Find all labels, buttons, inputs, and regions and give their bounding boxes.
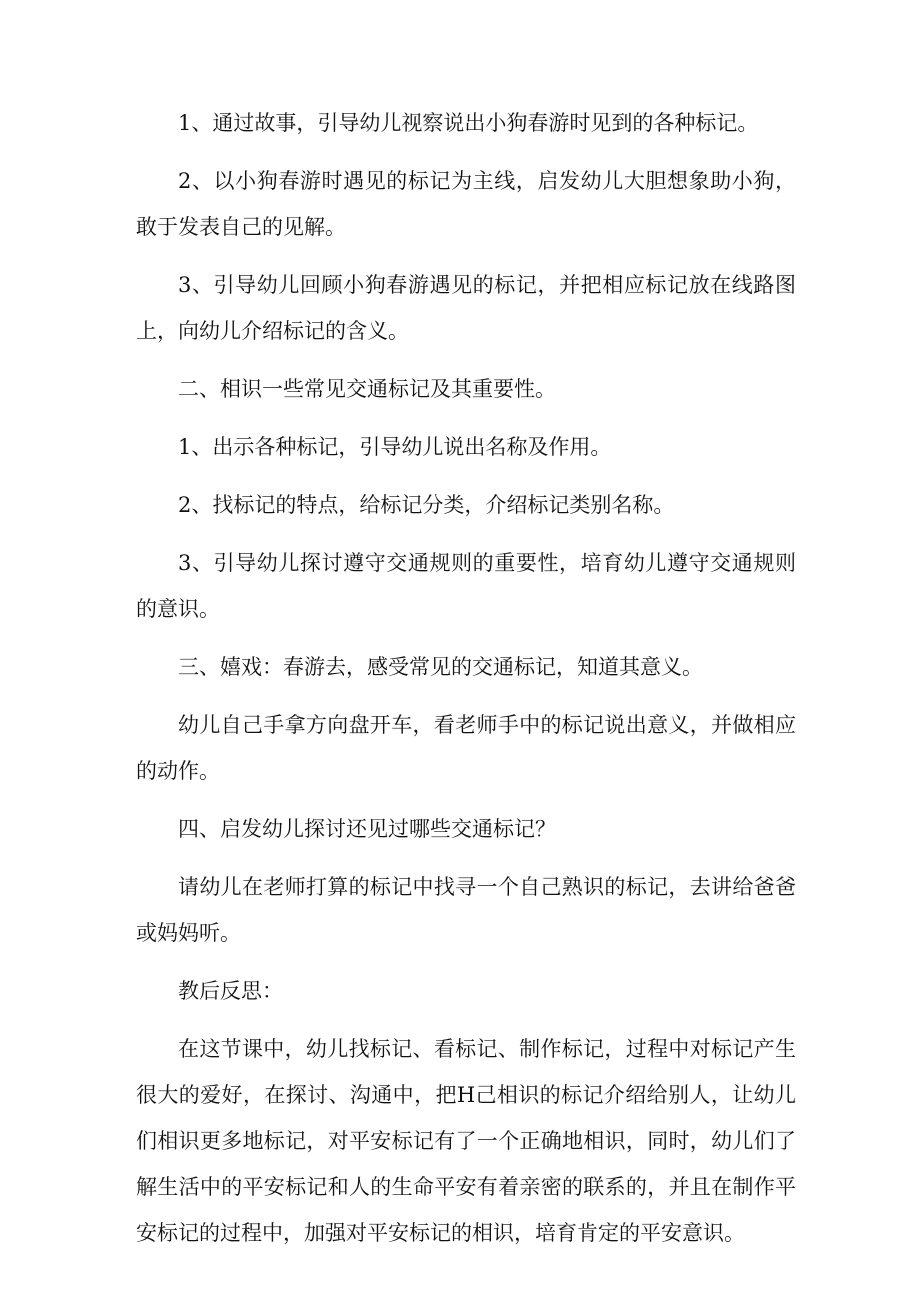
paragraph-5: 1、出示各种标记，引导幼儿说出名称及作用。 [178,435,612,459]
paragraph-1: 1、通过故事，引导幼儿视察说出小狗春游时见到的各种标记。 [178,111,759,135]
document-body [136,100,796,1268]
paragraph-6: 2、找标记的特点，给标记分类，介绍标记类别名称。 [178,493,675,517]
section-heading-4: 四、启发幼儿探讨还见过哪些交通标记？ [178,817,556,841]
section-heading-2: 二、相识一些常见交通标记及其重要性。 [178,377,556,401]
paragraph-11: 请幼儿在老师打算的标记中找寻一个自己熟识的标记，去讲给爸爸或妈妈听。 [136,875,796,945]
reflection-heading: 教后反思： [178,979,283,1003]
section-heading-3: 三、嬉戏：春游去，感受常见的交通标记，知道其意义。 [178,655,703,679]
paragraph-9: 幼儿自己手拿方向盘开车，看老师手中的标记说出意义，并做相应的动作。 [136,713,796,783]
paragraph-2: 2、以小狗春游时遇见的标记为主线，启发幼儿大胆想象助小狗，敢于发表自己的见解。 [136,169,796,239]
reflection-paragraph: 在这节课中，幼儿找标记、看标记、制作标记，过程中对标记产生很大的爱好，在探讨、沟通中，把H己相识的标记介绍给别人，让幼儿们相识更多地标记，对平安标记有了一个正确地相识，同时，幼儿们了解生活中的平安标记和人的生命平安有着亲密的联系的，并且在制作平安标记的过程中，加强对平安标记的相识，培育肯定的平安意识。 [136,1037,796,1245]
paragraph-7: 3、引导幼儿探讨遵守交通规则的重要性，培育幼儿遵守交通规则的意识。 [136,551,796,621]
paragraph-3: 3、引导幼儿回顾小狗春游遇见的标记，并把相应标记放在线路图上，向幼儿介绍标记的含义。 [136,273,796,343]
